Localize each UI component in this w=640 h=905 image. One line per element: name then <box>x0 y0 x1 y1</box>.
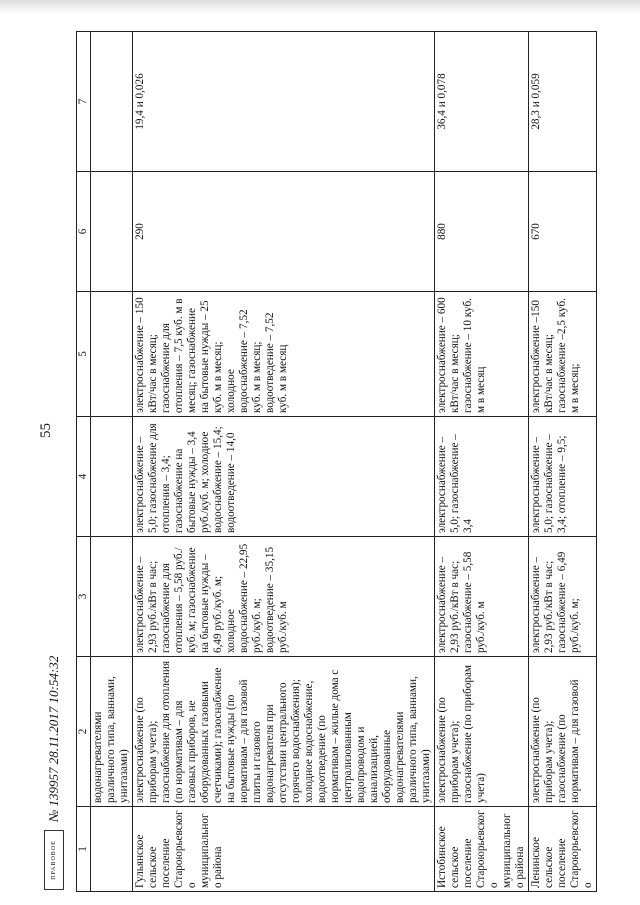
share-values: 36,4 и 0,078 <box>435 32 529 172</box>
population-count: 290 <box>133 172 435 292</box>
population-count: 670 <box>529 172 597 292</box>
stamp-text: № 139957 28.11.2017 10:54:32 <box>46 655 61 822</box>
continuation-row <box>91 32 133 892</box>
cell <box>91 32 133 172</box>
service-description: электроснабжение (по приборам учета); газоснабжение для отопления (по нормативам – для газовых приборов, не оборудованных газовыми счетчиками); газоснабжение на бытовые нужды (по нормативам – для газовой плиты и газового водонагревателя при отсутствии центрального горячего водоснабжения); холодное водоснабжение, водоотведение (по нормативам – жилые дома с централизованным водопроводом и канализацией, оборудованные водонагревателями различного типа, ваннами, унитазами) <box>133 657 435 807</box>
index-values: электроснабжение – 5,0; газоснабжение для отопления – 3,4; газоснабжение на бытовые нужды – 3,4 руб./куб. м; холодное водоснабжение – 15,4; водоотведение – 14,0 <box>133 417 435 537</box>
registration-stamp <box>44 656 64 890</box>
table-row <box>435 32 529 892</box>
settlement-name: Гульянское сельское поселение Староюрьевского муниципального района <box>133 807 435 892</box>
share-values: 28,3 и 0,059 <box>529 32 597 172</box>
col-header-4: 4 <box>77 417 91 537</box>
col-header-6: 6 <box>77 172 91 292</box>
continuation-text: водонагревателями различного типа, ваннами, унитазами) <box>91 657 133 807</box>
scan-edge-shadow <box>0 0 640 14</box>
settlement-name: Истобинское сельское поселение Староюрьевского муниципального района <box>435 807 529 892</box>
service-description: электроснабжение (по приборам учета); газоснабжение (по нормативам – для газовой <box>529 657 597 807</box>
rotated-table-sheet <box>76 32 606 892</box>
cell <box>91 172 133 292</box>
cell <box>91 537 133 657</box>
table-row <box>133 32 435 892</box>
col-header-3: 3 <box>77 537 91 657</box>
population-count: 880 <box>435 172 529 292</box>
col-header-5: 5 <box>77 292 91 417</box>
cell <box>91 417 133 537</box>
service-description: электроснабжение (по приборам учета); газоснабжение (по приборам учета) <box>435 657 529 807</box>
tariff-table <box>76 31 597 892</box>
consumption-volumes: электроснабжение – 600 кВт/час в месяц; газоснабжение – 10 куб. м в месяц <box>435 292 529 417</box>
settlement-name: Ленинское сельское поселение Староюрьевского <box>529 807 597 892</box>
tariff-values: электроснабжение – 2,93 руб./кВт в час; газоснабжение для отопления – 5,58 руб./куб. м; газоснабжение на бытовые нужды – 6,49 руб./куб. м; холодное водоснабжение – 22,95 руб./куб. м; водоотведение – 35,15 руб./куб. м <box>133 537 435 657</box>
page-number: 55 <box>38 423 54 438</box>
consumption-volumes: электроснабжение – 150 кВт/час в месяц; газоснабжение для отопления – 7,5 куб. м в месяц; газоснабжение на бытовые нужды – 25 куб. м в месяц; холодное водоснабжение – 7,52 куб. м в месяц; водоотведение – 7,52 куб. м в месяц <box>133 292 435 417</box>
header-row <box>77 32 91 892</box>
tariff-values: электроснабжение – 2,93 руб./кВт в час; газоснабжение – 5,58 руб./куб. м <box>435 537 529 657</box>
cell <box>91 292 133 417</box>
cell <box>91 807 133 892</box>
index-values: электроснабжение – 5,0; газоснабжение – 3,4 <box>435 417 529 537</box>
stamp-logo: ПРАВОВОЕ <box>44 830 64 890</box>
tariff-values: электроснабжение – 2,93 руб./кВт в час; газоснабжение – 6,49 руб./куб. м; <box>529 537 597 657</box>
share-values: 19,4 и 0,026 <box>133 32 435 172</box>
col-header-2: 2 <box>77 657 91 807</box>
table-row <box>529 32 597 892</box>
col-header-7: 7 <box>77 32 91 172</box>
index-values: электроснабжение – 5,0; газоснабжение – 3,4; отопление – 9,5; <box>529 417 597 537</box>
col-header-1: 1 <box>77 807 91 892</box>
consumption-volumes: электроснабжение –150 кВт/час в месяц; газоснабжение –2,5 куб. м в месяц; <box>529 292 597 417</box>
